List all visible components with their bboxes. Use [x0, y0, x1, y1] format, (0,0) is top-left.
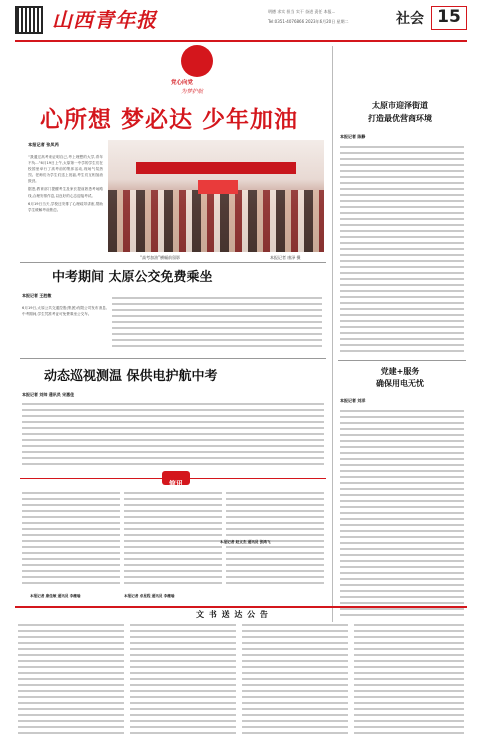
feature-headline: 心所想 梦必达 少年加油 — [40, 107, 299, 133]
right-top-byline: 本报记者 陈静 — [340, 134, 366, 139]
notices-col-2 — [130, 624, 236, 736]
photo-sign — [198, 180, 238, 194]
badge-text-top: 党心向党 — [171, 80, 194, 86]
notices-col-3 — [242, 624, 348, 736]
qr-code — [15, 6, 43, 34]
photo-credit: 本报记者 康泽 摄 — [270, 255, 301, 260]
badge-circle — [181, 45, 213, 77]
brief-col-2 — [124, 492, 222, 592]
page-number-box — [431, 6, 467, 30]
feature-byline: 本报记者 张凤芮 — [28, 142, 59, 147]
right-mid-headline-2: 确保用电无忧 — [376, 379, 424, 388]
photo-banner — [136, 162, 296, 174]
brief-byline-3: 本报记者 卓星程 通讯员 李薇瑜 — [124, 594, 175, 598]
bus-rule — [20, 262, 326, 263]
bus-byline: 本报记者 王胜敏 — [22, 293, 52, 298]
feature-paragraph: 6月19日当天,学校还安排了心理疏导讲座,帮助学生缓解考前焦虑。 — [28, 201, 103, 212]
notices-top-rule — [15, 606, 467, 608]
patrol-rule — [20, 358, 326, 359]
badge-text-bottom: 为梦护航 — [181, 89, 204, 95]
feature-badge — [165, 45, 225, 101]
patrol-headline: 动态巡视测温 保供电护航中考 — [44, 369, 218, 384]
bus-body — [112, 297, 322, 355]
brief-label: 简讯 — [169, 480, 183, 488]
feature-paragraph: 据悉,教育部门提醒考生及家长提前熟悉考场路线,合理安排作息,以良好的心态迎接考试。 — [28, 187, 103, 198]
feature-photo — [108, 140, 324, 252]
brief-byline-2: 本报记者 赵文杰 通讯员 张鸿飞 — [220, 540, 271, 544]
notices-col-4 — [354, 624, 464, 736]
masthead-meta: 明德 求实 担当 实干 奋进 责任 本报... — [268, 9, 336, 14]
notices-title: 文 书 送 达 公 告 — [196, 610, 269, 619]
right-top-headline-2: 打造最优营商环境 — [368, 114, 432, 123]
masthead-rule — [15, 40, 467, 42]
right-mid-headline-1: 党建+服务 — [380, 367, 420, 376]
right-mid-body — [340, 410, 464, 620]
brief-tag — [162, 471, 190, 488]
brief-col-1 — [22, 492, 120, 592]
masthead-logo: 山西青年报 — [52, 8, 157, 32]
brief-byline-1: 本报记者 康佳敏 通讯员 李薇瑜 — [30, 594, 81, 598]
section-name: 社会 — [396, 11, 424, 27]
right-mid-byline: 本报记者 刘洋 — [340, 398, 366, 403]
page-number: 15 — [437, 7, 461, 27]
bus-paragraph: 6月19日,太原公共交通控股(集团)有限公司发布消息,中考期间,学生凭准考证可免费乘坐公交车。 — [22, 306, 107, 317]
photo-crowd — [108, 190, 324, 252]
right-divider — [332, 46, 333, 622]
feature-paragraph: “我通过高考来证明自己,考上理想的大学,青年不负...”6月19日上午,太原第一中学的学生们在校园里举行了高考前的集体活动,现场气氛热烈。老师们为学生们送上祝福,考生们互相加油鼓劲。 — [28, 155, 103, 184]
bus-lead — [22, 305, 107, 355]
right-mid-rule — [338, 360, 466, 361]
bus-headline: 中考期间 太原公交免费乘坐 — [52, 270, 213, 285]
patrol-byline: 本报记者 刘帅 通讯员 宋惠佳 — [22, 392, 75, 397]
masthead-contact: Tel:0351-4076866 2023年6月20日 星期二 — [268, 19, 349, 24]
patrol-body — [22, 403, 324, 473]
photo-caption: “高考加油”横幅前留影 — [140, 255, 181, 260]
right-top-body — [340, 146, 464, 356]
right-top-headline-1: 太原市迎泽街道 — [372, 101, 428, 110]
notices-col-1 — [18, 624, 124, 736]
